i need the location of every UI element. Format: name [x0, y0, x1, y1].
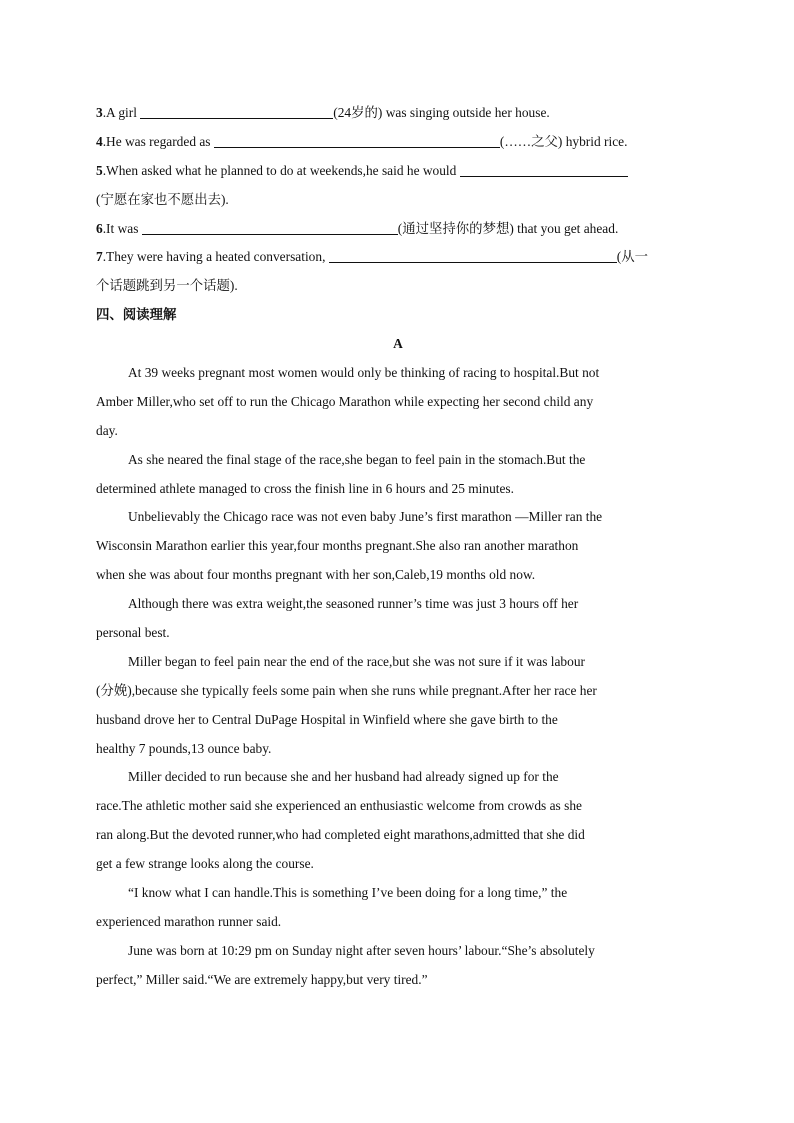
exercise-7 [96, 243, 700, 272]
answer-blank[interactable] [214, 132, 500, 148]
exercise-text: .He was regarded as [102, 133, 214, 149]
exercise-4 [96, 128, 700, 157]
passage-line: Although there was extra weight,the seasoned runner’s time was just 3 hours off her [128, 596, 579, 612]
exercise-7-continued [96, 272, 700, 301]
answer-blank[interactable] [142, 219, 398, 235]
exercise-hint: 个话题跳到另一个话题). [96, 278, 238, 294]
exercise-hint: (24岁的) was singing outside her house. [333, 105, 550, 120]
passage-line: Miller decided to run because she and her husband had already signed up for the [128, 769, 559, 785]
exercise-6 [96, 215, 700, 244]
passage-line: Miller began to feel pain near the end of the race,but she was not sure if it was labour [128, 653, 585, 669]
exercise-hint: (从一 [616, 249, 649, 265]
exercise-5 [96, 157, 700, 186]
exercise-hint: (宁愿在家也不愿出去). [96, 191, 229, 207]
passage-line: Amber Miller,who set off to run the Chicago Marathon while expecting her second child any [96, 393, 594, 409]
answer-blank[interactable] [140, 103, 333, 119]
document-page [96, 99, 700, 995]
passage-label: A [393, 336, 403, 352]
exercise-hint: (通过坚持你的梦想) that you get ahead. [397, 220, 619, 236]
exercise-number: 5 [96, 162, 103, 178]
passage-line: “I know what I can handle.This is something I’ve been doing for a long time,” the [128, 885, 568, 901]
answer-blank[interactable] [329, 247, 617, 263]
passage-line: ran along.But the devoted runner,who had completed eight marathons,admitted that she did [96, 827, 585, 843]
passage-line: Wisconsin Marathon earlier this year,four months pregnant.She also ran another marathon [96, 538, 579, 554]
exercise-text: .When asked what he planned to do at weekends,he said he would [102, 162, 460, 178]
exercise-number: 7 [96, 249, 103, 265]
answer-blank[interactable] [460, 161, 628, 177]
exercise-text: .It was [102, 220, 142, 236]
passage-line: husband drove her to Central DuPage Hospital in Winfield where she gave birth to the [96, 711, 558, 727]
passage-line: June was born at 10:29 pm on Sunday night after seven hours’ labour.“She’s absolutely [128, 942, 595, 958]
exercise-text: .A girl [102, 105, 141, 120]
passage-line: day. [96, 422, 118, 438]
passage-line: Unbelievably the Chicago race was not even baby June’s first marathon —Miller ran the [128, 509, 603, 525]
exercise-number: 6 [96, 220, 103, 236]
passage-line: As she neared the final stage of the race,she began to feel pain in the stomach.But the [128, 451, 586, 467]
passage-line: personal best. [96, 625, 170, 641]
passage-line: experienced marathon runner said. [96, 913, 282, 929]
exercise-5-continued [96, 186, 700, 215]
section-title: 四、阅读理解 [96, 307, 177, 323]
passage-line: determined athlete managed to cross the finish line in 6 hours and 25 minutes. [96, 480, 514, 496]
exercise-number: 4 [96, 133, 103, 149]
passage-line: when she was about four months pregnant with her son,Caleb,19 months old now. [96, 567, 536, 583]
passage-line: perfect,” Miller said.“We are extremely happy,but very tired.” [96, 971, 428, 987]
passage-line: get a few strange looks along the course. [96, 856, 314, 872]
passage-line: healthy 7 pounds,13 ounce baby. [96, 740, 272, 756]
exercise-text: .They were having a heated conversation, [102, 249, 329, 265]
passage-line: (分娩),because she typically feels some pain when she runs while pregnant.After her race her [96, 682, 597, 698]
exercise-3 [96, 99, 700, 128]
passage-line: race.The athletic mother said she experienced an enthusiastic welcome from crowds as she [96, 798, 582, 814]
exercise-hint: (……之父) hybrid rice. [499, 133, 628, 149]
passage-line: At 39 weeks pregnant most women would only be thinking of racing to hospital.But not [128, 365, 600, 381]
exercise-number: 3 [96, 105, 103, 120]
